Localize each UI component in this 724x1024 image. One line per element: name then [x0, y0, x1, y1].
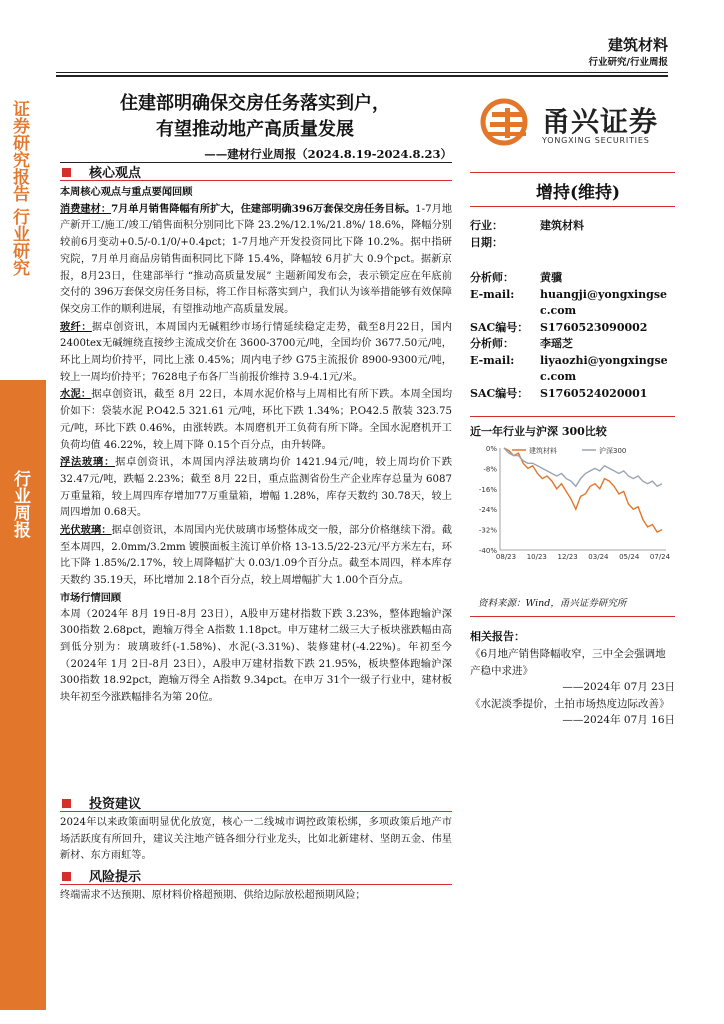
- related-reports: [470, 646, 675, 729]
- section-bullet-icon: [62, 872, 71, 881]
- section-divider: [60, 884, 452, 885]
- para-glassfiber: 玻纤：据卓创资讯，本周国内无碱粗纱市场行情延续稳定走势，截至8月22日，国内2400tex无碱缠绕直接纱主流成交价在 3600-3700元/吨，全国均价 3677.50元/吨，环比上周均价持平，同比上涨 0.45%；周内电子纱 G75主流报价 8900-9300元/吨，较上一周均价持平；7628电子布各厂当前报价维持 3.9-4.1元/米。: [60, 320, 452, 383]
- y-tick-label: -40%: [478, 547, 497, 555]
- x-tick-label: 05/24: [619, 553, 640, 561]
- header-divider: [56, 72, 668, 73]
- para-market: 本周（2024年 8月 19日-8月 23日），A股申万建材指数下跌 3.23%，整体跑输沪深 300指数 2.68pct，跑输万得全 A指数 1.18pct。申万建材二级三大子板块涨跌幅由高到低分别为：玻璃玻纤(-1.58%)、水泥(-3.31%)、装修建材(-4.22%)。年初至今（2024年 1月 2日-8月 23日），A股申万建材指数下跌 21.95%，板块整体跑输沪深300指数 18.92pct，跑输万得全 A指数 9.34pct。在申万 31个一级子行业中，建材板块年初至今涨跌幅排名为第 20位。: [60, 608, 452, 704]
- report-link-1[interactable]: 《6月地产销售降幅收窄，三中全会强调地产稳中求进》: [470, 648, 666, 677]
- side-label-top: 证券研究报告 行业研究: [9, 100, 29, 276]
- section-investment: 投资建议: [62, 793, 141, 812]
- report-date-2: ——2024年 07月 16日: [562, 714, 675, 726]
- legend-label-2: 沪深300: [599, 447, 627, 455]
- section-divider: [60, 811, 452, 812]
- reports-divider: [470, 616, 675, 617]
- risk-body: 终端需求不达预期、原材料价格超预期、供给边际放松超预期风险；: [60, 890, 366, 901]
- report-date-1: ——2024年 07月 23日: [562, 681, 675, 693]
- series-line-1: [504, 448, 662, 532]
- x-tick-label: 12/23: [557, 553, 578, 561]
- chart-source: 资料来源：Wind，甬兴证券研究所: [478, 598, 627, 609]
- header-category: 建筑材料: [607, 36, 668, 54]
- section-bullet-icon: [62, 799, 71, 808]
- market-head: 市场行情回顾: [60, 591, 122, 604]
- header-divider-thick: [56, 75, 668, 77]
- section-core-view: 核心观点: [62, 162, 141, 181]
- title-line-2: 有望推动地产高质量发展: [156, 119, 354, 140]
- chart-title: 近一年行业与沪深 300比较: [470, 425, 607, 438]
- para-consumer: 消费建材：7月单月销售降幅有所扩大，住建部明确396万套保交房任务目标。1-7月地产新开工/施工/竣工/销售面积分别同比下降 23.2%/12.1%/21.8%/ 18.6%，降幅分别较前6月变动+0.5/-0.1/0/+0.4pct；1-7月地产开发投资同比下降 10.2%。据中指研究院，7月单月商品房销售面积同比下降 15.4%，降幅较 6月扩大 0.9个pct。据新京报，8月23日，住建部举行 “推动高质量发展” 主题新闻发布会，表示锁定应在年底前交付的 396万套保交房任务目标，将工作目标落实到户，我们认为该举措能够有效保障保交房工作的顺利进展，有望推动地产高质量发展。: [60, 202, 453, 315]
- y-tick-label: 0%: [485, 445, 497, 453]
- x-tick-label: 10/23: [526, 553, 547, 561]
- y-tick-label: -16%: [478, 485, 497, 494]
- header-subcategory: 行业研究/行业周报: [588, 57, 668, 68]
- core-content: [60, 184, 452, 707]
- rating-divider-bottom: [470, 206, 675, 207]
- chart-divider: [470, 416, 675, 417]
- rating: 增持(维持): [535, 183, 621, 203]
- section-risk: 风险提示: [62, 866, 141, 885]
- rating-divider-top: [470, 172, 675, 173]
- title-line-1: 住建部明确保交房任务落实到户，: [120, 93, 390, 114]
- y-tick-label: -24%: [478, 506, 497, 515]
- report-info: 行业： 建筑材料 日期：: [470, 218, 675, 251]
- report-link-2[interactable]: 《水泥淡季提价，土拍市场热度边际改善》: [470, 697, 670, 710]
- logo-english: YONGXING SECURITIES: [542, 136, 650, 145]
- y-tick-label: -8%: [483, 465, 497, 474]
- related-reports-title: 相关报告：: [470, 630, 525, 643]
- section-bullet-icon: [62, 168, 71, 177]
- comparison-chart: [470, 440, 675, 592]
- report-title: [60, 91, 450, 143]
- report-subtitle: ——建材行业周报（2024.8.19-2024.8.23）: [204, 147, 452, 161]
- legend-label-1: 建筑材料: [529, 447, 557, 455]
- analyst2-email[interactable]: liyaozhi@yongxingsec.com: [540, 353, 668, 383]
- logo-icon: [478, 98, 536, 146]
- investment-body: 2024年以来政策面明显优化放宽，核心一二线城市调控政策松绑，多项政策后地产市场活跃度有所回升，建议关注地产链各细分行业龙头，比如北新建材、坚朗五金、伟星新材、东方雨虹等。: [60, 817, 452, 862]
- logo-name: 甬兴证券: [542, 105, 659, 138]
- y-tick-label: -32%: [478, 526, 497, 535]
- para-cement: 水泥：据卓创资讯，截至 8月 22日，本周水泥价格与上周相比有所下跌。本周全国均价如下：袋装水泥 P.O42.5 321.61 元/吨，环比下跌 1.34%；P.O42.5 散装 323.75元/吨，环比下跌 0.46%，由涨转跌。本周磨机开工负荷有所下降。全国水泥磨机开工负荷均值 46.22%，较上周下降 0.15个百分点，由升转降。: [60, 388, 453, 451]
- x-tick-label: 08/23: [495, 553, 517, 561]
- core-intro: 本周核心观点与重点要闻回顾: [60, 186, 193, 198]
- para-pv-glass: 光伏玻璃：据卓创资讯，本周国内光伏玻璃市场整体成交一般，部分价格继续下滑。截至本周四，2.0mm/3.2mm 镀膜面板主流订单价格 13-13.5/22-23元/平方米左右，环比下降 1.85%/2.17%，较上周降幅扩大 0.03/1.09个百分点。截至本周四，样本库存天数约 35.19天，环比增加 2.18个百分点，较上周增幅扩大 1.00个百分点。: [60, 524, 453, 587]
- series-line-2: [504, 448, 662, 486]
- analyst1-email[interactable]: huangji@yongxingsec.com: [540, 287, 668, 317]
- x-tick-label: 03/24: [588, 553, 609, 561]
- analyst-info: 分析师： 黄骥 E-mail: huangji@yongxingsec.com SAC编号： S1760523090002 分析师： 李瑶芝 E-mail: liyaozhi@yongxingsec.com SAC编号： S1760524020001: [470, 270, 675, 402]
- industry-value: 建筑材料: [540, 219, 584, 232]
- para-float-glass: 浮法玻璃：据卓创资讯，本周国内浮法玻璃均价 1421.94元/吨，较上周均价下跌 32.47元/吨，跌幅 2.23%；截至 8月 22日，重点监测省份生产企业库存总量为 6087万重量箱，较上周四库存增加77万重量箱，增幅 1.28%，库存天数约 30.78天，较上周四增加 0.68天。: [60, 456, 453, 519]
- side-label-bottom: 行业周报: [10, 470, 30, 538]
- section-divider: [60, 180, 452, 181]
- x-tick-label: 07/24: [649, 553, 671, 561]
